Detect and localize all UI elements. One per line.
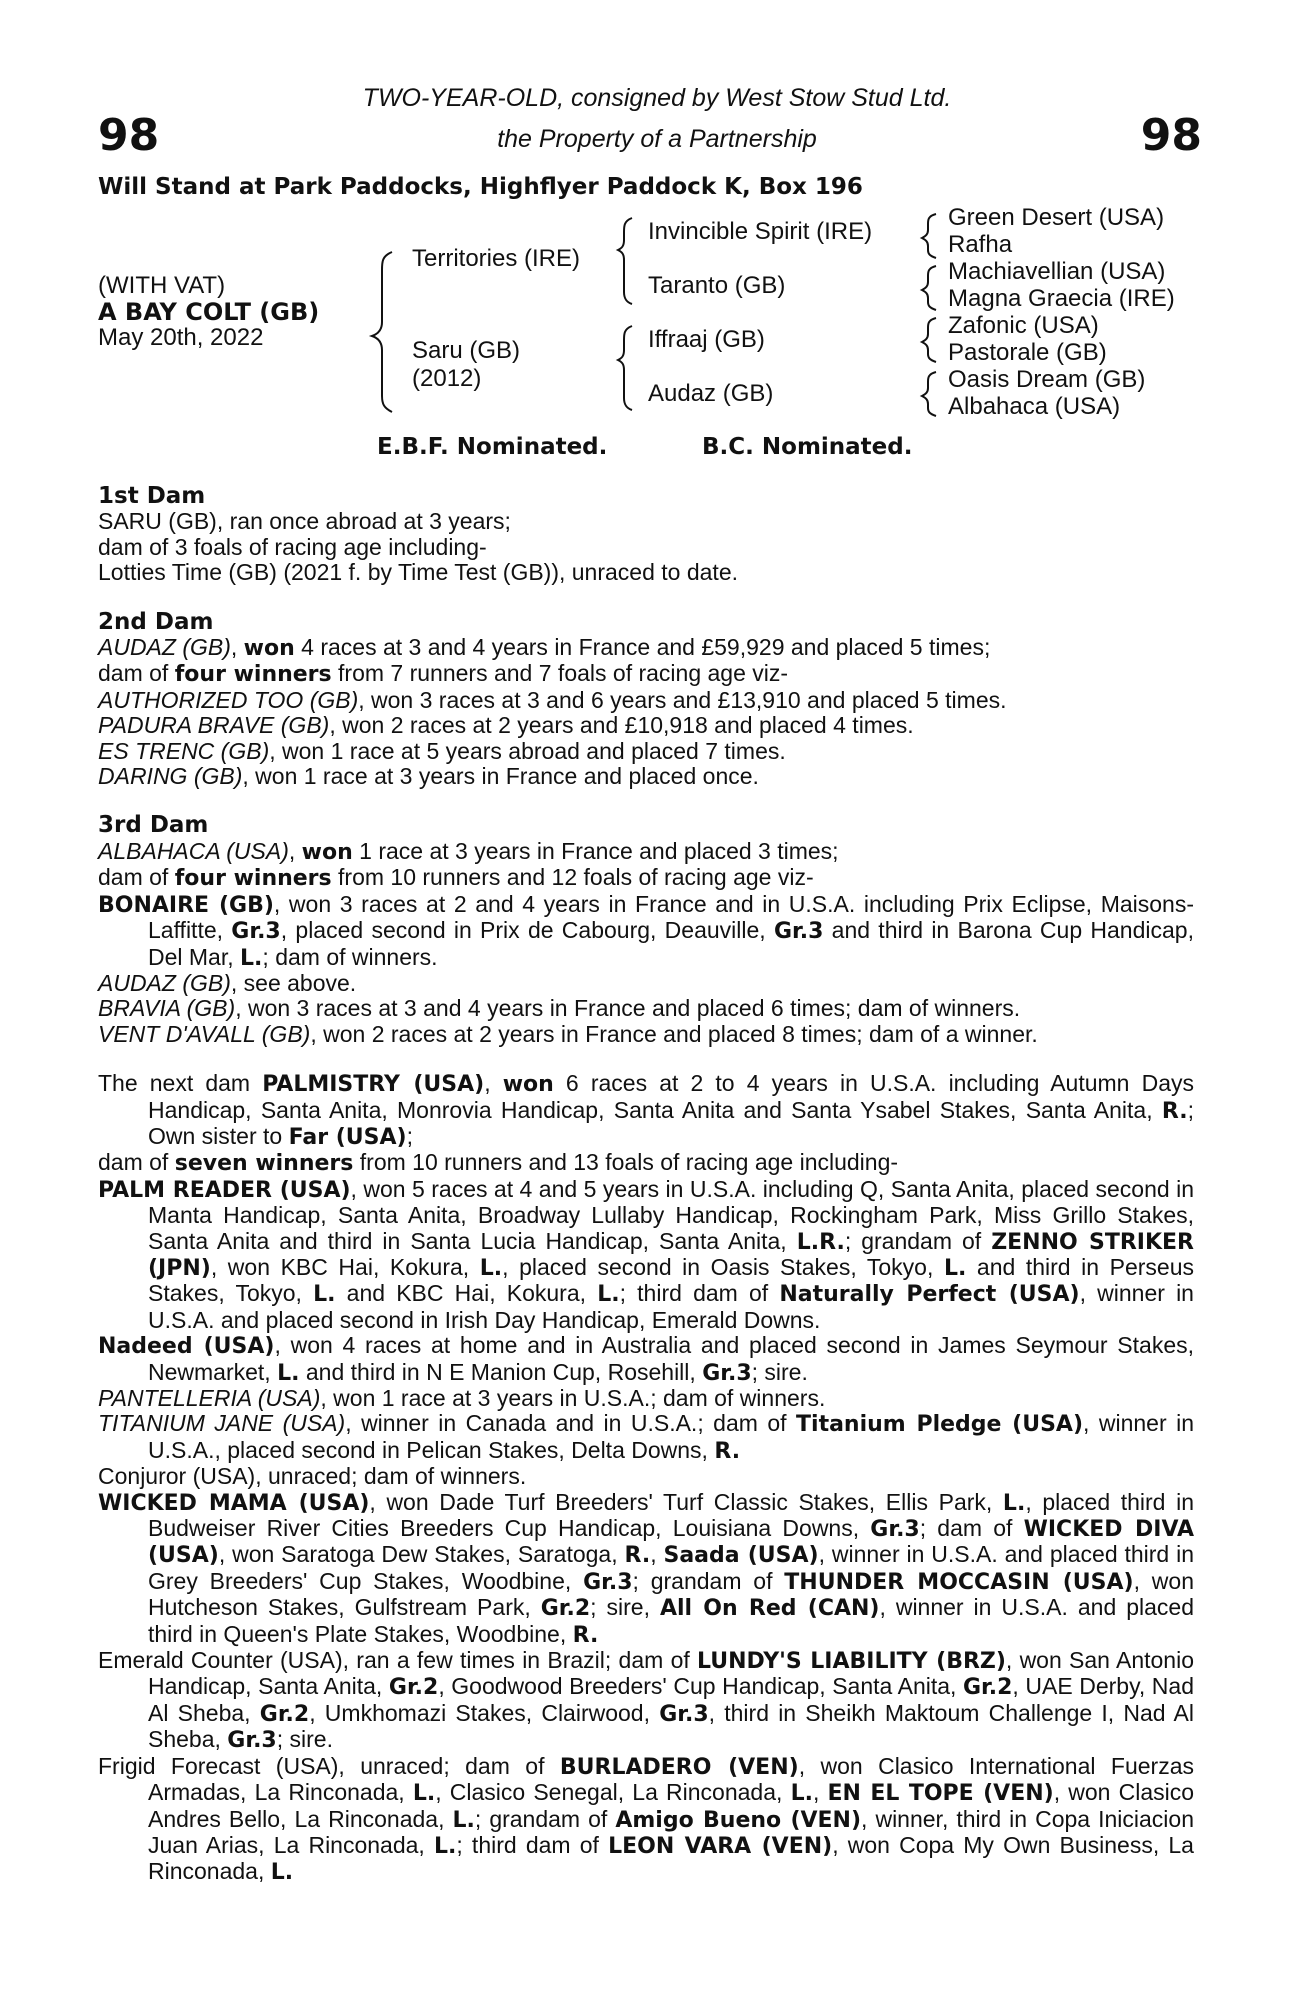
- property-line: the Property of a Partnership: [497, 125, 817, 153]
- text-run: , won Copa My Own Business, La Rinconada,: [148, 1831, 1194, 1885]
- bold-text: Gr.3: [231, 919, 281, 945]
- pedigree-gen3-1: Green Desert (USA): [948, 204, 1165, 231]
- bold-text: WICKED DIVA (USA): [148, 1517, 1195, 1569]
- text-run: , winner in U.S.A. and placed third in Queen's Plate Stakes, Woodbine,: [148, 1594, 1194, 1647]
- first-dam-line: dam of 3 foals of racing age including-: [98, 533, 487, 560]
- italic-name: DARING (GB): [98, 763, 243, 790]
- bold-text: BONAIRE (GB): [98, 892, 274, 918]
- bold-text: L.: [943, 1255, 967, 1281]
- text-run: ; grandam of: [632, 1567, 785, 1594]
- bold-text: L.: [277, 1360, 300, 1386]
- pedigree-gen3-4: Magna Graecia (IRE): [948, 285, 1175, 312]
- pedigree-dam-sire: Iffraaj (GB): [648, 326, 765, 353]
- bold-text: R.: [1161, 1098, 1188, 1124]
- italic-name: PANTELLERIA (USA): [98, 1385, 321, 1411]
- italic-name: BRAVIA (GB): [98, 995, 236, 1022]
- pedigree-gen3-7: Oasis Dream (GB): [948, 366, 1146, 393]
- text-run: dam of: [98, 660, 175, 687]
- list-item: Conjuror (USA), unraced; dam of winners.: [98, 1463, 527, 1490]
- text-run: , Clasico Senegal, La Rinconada,: [435, 1779, 791, 1806]
- list-item: [98, 1177, 1194, 1333]
- text-run: , won Dade Turf Breeders' Turf Classic Stakes, Ellis Park,: [369, 1488, 1003, 1515]
- pedigree-gen3-5: Zafonic (USA): [948, 312, 1099, 339]
- text-run: from 10 runners and 13 foals of racing age including-: [353, 1149, 899, 1176]
- list-item: [98, 1648, 1194, 1754]
- third-dam-heading: 3rd Dam: [98, 812, 209, 839]
- bold-text: L.: [313, 1282, 336, 1308]
- bold-text: L.: [240, 945, 263, 971]
- text-run: , winner in U.S.A., placed second in Pelican Stakes, Delta Downs,: [148, 1410, 1194, 1463]
- text-run: and third in N E Manion Cup, Rosehill,: [299, 1358, 703, 1385]
- bold-text: LEON VARA (VEN): [608, 1833, 833, 1859]
- list-item: [98, 764, 1194, 789]
- bold-text: Gr.3: [583, 1569, 633, 1595]
- text-run: 1 race at 3 years in France and placed 3 times;: [352, 837, 839, 864]
- bold-text: L.: [1002, 1490, 1026, 1516]
- text-run: , won Clasico International Fuerzas Armadas, La Rinconada,: [148, 1752, 1194, 1806]
- list-item: [98, 892, 1194, 971]
- lot-number-right: 98: [1140, 110, 1202, 161]
- text-run: 6 races at 2 to 4 years in U.S.A. including Autumn Days Handicap, Santa Anita, Monrovia Handicap, Santa Anita and Santa Ysabel Stakes, Santa Anita,: [148, 1070, 1194, 1123]
- text-run: ; dam of: [919, 1515, 1024, 1542]
- text-run: , winner in Canada and in U.S.A.; dam of: [345, 1410, 797, 1437]
- text-run: and third in Perseus Stakes, Tokyo,: [148, 1253, 1195, 1307]
- foaling-date: May 20th, 2022: [98, 324, 264, 351]
- text-run: ; sire,: [590, 1594, 660, 1621]
- bold-text: LUNDY'S LIABILITY (BRZ): [697, 1649, 1006, 1675]
- text-run: , won 3 races at 3 and 4 years in France and placed 6 times; dam of winners.: [235, 995, 1021, 1022]
- text-run: , Umkhomazi Stakes, Clairwood,: [309, 1699, 660, 1726]
- bold-text: THUNDER MOCCASIN (USA): [784, 1569, 1134, 1595]
- text-run: , won 1 race at 3 years in U.S.A.; dam of winners.: [320, 1385, 826, 1411]
- text-run: and third in Barona Cup Handicap, Del Mar,: [148, 917, 1194, 970]
- bold-text: BURLADERO (VEN): [559, 1754, 799, 1780]
- pedigree-sire-dam: Taranto (GB): [648, 272, 786, 299]
- text-run: , winner, third in Copa Iniciacion Juan Arias, La Rinconada,: [148, 1805, 1194, 1858]
- ebf-nomination: E.B.F. Nominated.: [377, 434, 608, 460]
- second-dam-heading: 2nd Dam: [98, 608, 214, 635]
- text-run: from 10 runners and 12 foals of racing age viz-: [331, 864, 814, 891]
- text-run: , won 1 race at 3 years in France and placed once.: [242, 763, 759, 790]
- bold-text: won: [502, 1072, 554, 1098]
- bold-text: L.: [433, 1833, 457, 1859]
- pedigree-gen3-3: Machiavellian (USA): [948, 258, 1166, 285]
- text-run: , won 2 races at 2 years in France and placed 8 times; dam of a winner.: [310, 1020, 1038, 1047]
- bold-text: WICKED MAMA (USA): [98, 1490, 370, 1516]
- list-item: [98, 996, 1194, 1021]
- bold-text: PALMISTRY (USA): [262, 1072, 485, 1098]
- text-run: ; dam of winners.: [262, 943, 438, 970]
- bold-text: ZENNO STRIKER (JPN): [148, 1229, 1194, 1281]
- text-run: ,: [812, 1779, 828, 1806]
- list-item: [98, 1411, 1194, 1464]
- second-dam-name: AUDAZ (GB): [98, 634, 231, 661]
- italic-name: AUDAZ (GB): [98, 969, 231, 996]
- second-dam-produce-summary: [98, 661, 1194, 687]
- first-dam-line: SARU (GB), ran once abroad at 3 years;: [98, 508, 511, 535]
- bold-text: L.: [790, 1781, 813, 1807]
- bold-text: Titanium Pledge (USA): [796, 1412, 1084, 1438]
- bold-text: Naturally Perfect (USA): [779, 1282, 1080, 1308]
- text-run: , placed second in Oasis Stakes, Tokyo,: [502, 1253, 944, 1280]
- italic-name: PADURA BRAVE (GB): [98, 712, 330, 739]
- bold-text: Amigo Bueno (VEN): [615, 1807, 862, 1833]
- text-run: , placed second in Prix de Cabourg, Deauville,: [280, 917, 774, 944]
- bold-text: L.R.: [796, 1229, 845, 1255]
- text-run: , won Clasico Andres Bello, La Rinconada,: [148, 1779, 1195, 1832]
- pedigree-gen3-8: Albahaca (USA): [948, 393, 1121, 420]
- text-run: ; grandam of: [474, 1805, 616, 1832]
- pedigree-dam-dam: Audaz (GB): [648, 380, 774, 407]
- bold-text: Gr.3: [659, 1701, 709, 1727]
- bold-text: L.: [597, 1282, 620, 1308]
- text-run: , won KBC Hai, Kokura,: [210, 1253, 480, 1280]
- text-run: , third in Sheikh Maktoum Challenge I, Nad Al Sheba,: [148, 1699, 1194, 1753]
- text-run: dam of: [98, 864, 175, 891]
- list-item: [98, 1754, 1194, 1886]
- third-dam-summary: ALBAHACA (USA), won 1 race at 3 years in France and placed 3 times;: [98, 837, 839, 865]
- bold-text: L.: [452, 1807, 475, 1833]
- text-run: ;: [406, 1122, 413, 1149]
- list-item: [98, 688, 1194, 713]
- first-dam-produce: Lotties Time (GB) (2021 f. by Time Test (GB)), unraced to date.: [98, 559, 739, 586]
- bold-text: Far (USA): [288, 1124, 407, 1150]
- italic-name: TITANIUM JANE (USA): [98, 1410, 346, 1437]
- text-run: , won San Antonio Handicap, Santa Anita,: [148, 1647, 1194, 1700]
- text-run: , placed third in Budweiser River Cities Breeders Cup Handicap, Louisiana Downs,: [148, 1488, 1195, 1542]
- text-run: , won 4 races at home and in Australia and placed second in James Seymour Stakes, Newmarket,: [148, 1332, 1194, 1385]
- text-run: ; sire.: [276, 1726, 333, 1753]
- text-run: , won 5 races at 4 and 5 years in U.S.A. including Q, Santa Anita, placed second in Manta Handicap, Santa Anita, Broadway Lullaby Handicap, Rockingham Park, Miss Grillo Stakes, Santa Anita and third in Santa Lucia Handicap, Santa Anita,: [148, 1175, 1194, 1254]
- bold-text: R.: [624, 1543, 651, 1569]
- list-item: [98, 1386, 1194, 1411]
- text-run: ; Own sister to: [148, 1096, 1194, 1149]
- bold-text: Gr.3: [773, 919, 824, 945]
- bold-text: R.: [714, 1438, 741, 1464]
- bold-text: L.: [479, 1255, 503, 1281]
- bold-text: Gr.2: [962, 1675, 1013, 1701]
- text-run: , won 2 races at 2 years and £10,918 and placed 4 times.: [329, 712, 914, 739]
- list-item: [98, 1490, 1194, 1648]
- third-dam-produce-summary: [98, 865, 1194, 891]
- bold-text: Nadeed (USA): [98, 1334, 275, 1360]
- bold-text: seven winners: [174, 1151, 354, 1177]
- winners-bold: four winners: [174, 662, 332, 688]
- lot-number-left: 98: [98, 110, 160, 161]
- bold-text: L.: [412, 1781, 436, 1807]
- list-item: [98, 1022, 1194, 1047]
- list-item: [98, 713, 1194, 738]
- text-run: ,: [650, 1541, 664, 1568]
- text-run: ; third dam of: [619, 1280, 780, 1307]
- text-run: , Goodwood Breeders' Cup Handicap, Santa Anita,: [438, 1673, 963, 1700]
- bold-text: Gr.3: [702, 1360, 752, 1386]
- text-run: , winner in U.S.A. and placed third in Grey Breeders' Cup Stakes, Woodbine,: [148, 1541, 1194, 1594]
- bold-text: L.: [270, 1860, 294, 1886]
- pedigree-dam-year: (2012): [412, 365, 482, 392]
- text-run: 4 races at 3 and 4 years in France and £59,929 and placed 5 times;: [294, 634, 991, 661]
- text-run: ; third dam of: [456, 1831, 609, 1858]
- text-run: , won Saratoga Dew Stakes, Saratoga,: [218, 1541, 625, 1568]
- catalogue-body: [98, 484, 1194, 1886]
- text-run: , won 3 races at 2 and 4 years in France and in U.S.A. including Prix Eclipse, Maisons-Laffitte,: [148, 890, 1194, 944]
- won-bold: won: [243, 636, 295, 662]
- bold-text: Gr.2: [388, 1675, 439, 1701]
- text-run: , UAE Derby, Nad Al Sheba,: [148, 1673, 1194, 1726]
- bold-text: R.: [572, 1622, 599, 1648]
- text-run: Emerald Counter (USA), ran a few times in Brazil; dam of: [98, 1647, 698, 1674]
- italic-name: ES TRENC (GB): [98, 737, 270, 764]
- next-dam-summary: The next dam PALMISTRY (USA), won 6 races at 2 to 4 years in U.S.A. including Autumn Days Handicap, Santa Anita, Monrovia Handicap, Santa Anita and Santa Ysabel Stakes, Santa Anita, R.; Own sister to Far (USA);: [98, 1070, 1194, 1150]
- next-dam-produce-summary: [98, 1150, 1194, 1176]
- horse-name: A BAY COLT (GB): [98, 298, 320, 326]
- consignor-line: TWO-YEAR-OLD, consigned by West Stow Stud Ltd.: [362, 84, 952, 112]
- bold-text: four winners: [174, 866, 332, 892]
- italic-name: ALBAHACA (USA): [98, 837, 289, 864]
- pedigree-sire: Territories (IRE): [412, 245, 581, 272]
- text-run: Frigid Forecast (USA), unraced; dam of: [98, 1752, 560, 1779]
- text-run: , won Hutcheson Stakes, Gulfstream Park,: [148, 1567, 1194, 1621]
- text-run: dam of: [98, 1149, 175, 1176]
- text-run: , winner in U.S.A. and placed second in Irish Day Handicap, Emerald Downs.: [148, 1280, 1194, 1333]
- bold-text: Gr.2: [540, 1596, 591, 1622]
- text-run: The next dam: [98, 1070, 263, 1097]
- text-run: from 7 runners and 7 foals of racing age viz-: [331, 660, 789, 687]
- pedigree-dam: Saru (GB): [412, 337, 521, 364]
- first-dam-heading: 1st Dam: [98, 483, 206, 509]
- text-run: ; grandam of: [844, 1227, 992, 1254]
- list-item: [98, 971, 1194, 996]
- bold-text: Saada (USA): [663, 1543, 819, 1569]
- bold-text: EN EL TOPE (VEN): [827, 1781, 1054, 1807]
- pedigree-sire-sire: Invincible Spirit (IRE): [648, 218, 873, 245]
- stand-location: Will Stand at Park Paddocks, Highflyer Paddock K, Box 196: [98, 174, 863, 200]
- text-run: , won 3 races at 3 and 6 years and £13,910 and placed 5 times.: [358, 686, 1007, 713]
- italic-name: AUTHORIZED TOO (GB): [98, 686, 359, 713]
- text-run: , won 1 race at 5 years abroad and placed 7 times.: [269, 737, 786, 764]
- text-run: , see above.: [230, 969, 357, 996]
- bold-text: won: [301, 839, 353, 865]
- list-item: [98, 1333, 1194, 1386]
- vat-note: (WITH VAT): [98, 272, 226, 299]
- bold-text: All On Red (CAN): [659, 1596, 880, 1622]
- second-dam-summary: AUDAZ (GB), won 4 races at 3 and 4 years in France and £59,929 and placed 5 times;: [98, 634, 991, 662]
- italic-name: VENT D'AVALL (GB): [98, 1020, 311, 1047]
- pedigree-gen3-2: Rafha: [948, 231, 1013, 258]
- bold-text: PALM READER (USA): [98, 1177, 351, 1203]
- pedigree-gen3-6: Pastorale (GB): [948, 339, 1107, 366]
- list-item: [98, 739, 1194, 764]
- bold-text: Gr.2: [259, 1701, 310, 1727]
- text-run: and KBC Hai, Kokura,: [335, 1280, 598, 1307]
- bc-nomination: B.C. Nominated.: [702, 434, 913, 460]
- bold-text: Gr.3: [870, 1517, 920, 1543]
- text-run: ; sire.: [751, 1358, 808, 1385]
- bold-text: Gr.3: [227, 1728, 277, 1754]
